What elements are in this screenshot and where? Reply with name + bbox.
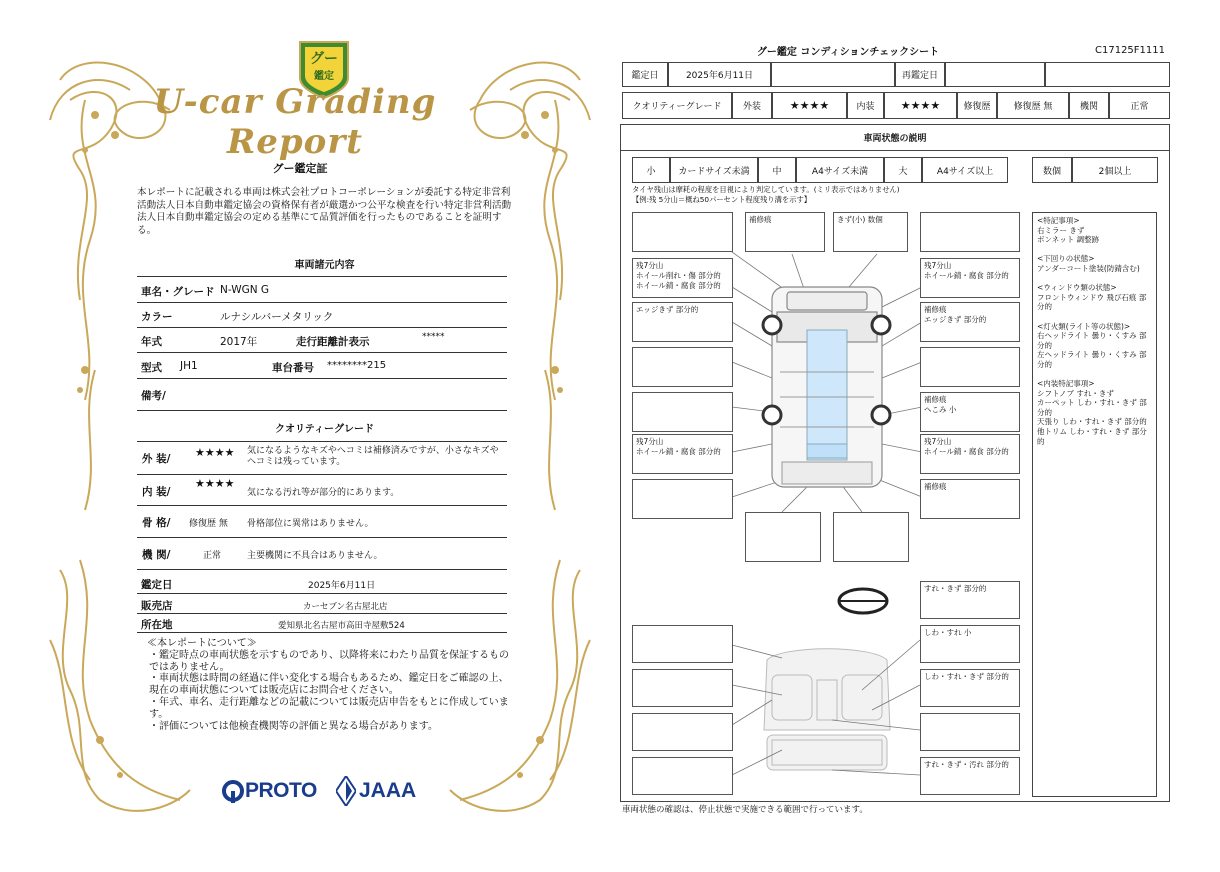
damage-box-interior-3: すれ・きず・汚れ 部分的 [920,757,1020,795]
car-name-label: 車名・グレード [141,286,215,298]
damage-box [632,347,733,387]
note-line: <内装特記事項> [1037,379,1095,389]
divider [137,441,507,442]
damage-box-front-right: 残7分山 ホイール錆・腐食 部分的 [920,258,1020,298]
certificate-intro: 本レポートに記載される車両は株式会社プロトコーポレーションが委託する特定非営利活動法人日本自動車鑑定協会の資格保有者が厳選かつ公平な検査を行い特定非営利活動法人日本自動車鑑定協会の定める基準にて品質評価を行ったものであることを証明する。 [137,187,512,236]
divider [137,352,507,353]
interior-stars: ★★★★ [884,92,957,119]
divider [137,593,507,594]
exterior-label: 外装 [732,92,772,119]
frame-value: 修復歴 無 [189,519,228,529]
note-line [1037,312,1152,322]
engine-label: 機関 [1069,92,1109,119]
date-value: 2025年6月11日 [308,581,376,591]
footer-note: 車両状態の確認は、停止状態で実施できる範囲で行っています。 [622,805,868,815]
mileage-value: ***** [422,332,445,342]
damage-box-front-left: 残7分山 ホイール削れ・傷 部分的 ホイール錆・腐食 部分的 [632,258,733,298]
engine-value: 正常 [203,551,222,561]
note-line [1037,274,1152,284]
damage-box [632,757,733,795]
tire-note-2: 【例:残 5分山＝概ね50パーセント程度残り溝を示す】 [632,195,812,204]
damage-box-top-scratch: きず(小) 数個 [833,212,908,252]
notes [147,638,517,732]
damage-box [745,512,821,562]
spec-section-title: 車両諸元内容 [294,260,355,271]
legend-small: 小 [632,157,670,183]
note-line: フロントウィンドウ 飛び石痕 部分的 [1037,292,1147,312]
divider [137,378,507,379]
interior-text: 気になる汚れ等が部分的にあります。 [247,488,400,498]
certificate-subtitle: グー鑑定証 [272,162,328,175]
exterior-stars: ★★★★ [195,446,235,459]
divider [137,632,507,633]
legend-medium: 中 [758,157,796,183]
chassis-label: 車台番号 [272,362,314,374]
year-label: 年式 [141,336,162,348]
jaaa-logo: JAAA [359,779,417,802]
divider [137,410,507,411]
legend-medium-desc: A4サイズ未満 [796,157,884,183]
interior-stars: ★★★★ [195,477,235,490]
divider [137,505,507,506]
damage-box [632,392,733,432]
exterior-stars: ★★★★ [772,92,847,119]
special-notes [1032,212,1157,797]
certificate-title: U-car Grading Report [153,82,437,162]
car-name-value: N-WGN G [220,284,270,296]
proto-logo-icon [222,780,244,804]
divider [137,276,507,277]
reinspect-value [945,62,1045,87]
divider [137,474,507,475]
repair-label: 修復歴 [957,92,997,119]
note-line: <下回りの状態> [1037,254,1095,264]
note-line: アンダーコート塗装(防錆含む) [1037,263,1140,273]
note-line: シフトノブ すれ・きず [1037,388,1114,398]
exterior-label: 外 装/ [142,453,171,465]
note-item: ・鑑定時点の車両状態を示すものであり、以降将来にわたり品質を保証するものではありません。 [149,649,509,673]
divider [137,537,507,538]
divider [137,327,507,328]
divider [137,569,507,570]
reinspect-label: 再鑑定日 [895,62,945,87]
note-line: 右ミラー きず [1037,225,1085,235]
damage-box [632,479,733,519]
damage-box [632,212,733,252]
damage-box [833,512,909,562]
note-line: カーペット しわ・すれ・きず 部分的 [1037,398,1147,417]
legend-small-desc: カードサイズ未満 [670,157,758,183]
model-value: JH1 [180,360,198,372]
note-item: ・年式、車名、走行距離などの記載については販売店申告をもとに作成しています。 [149,696,509,720]
note-item: ・評価については他検査機関等の評価と異なる場合があります。 [149,720,438,732]
sheet-code: C17125F1111 [1095,45,1165,56]
damage-box-rear-repair: 補修痕 [920,479,1020,519]
jaaa-logo-icon [336,776,356,806]
empty-cell [771,62,895,87]
note-line: 右ヘッドライト 曇り・くすみ 部分的 [1037,331,1147,350]
note-line: 他トリム しわ・すれ・きず 部分的 [1037,427,1147,446]
address-value: 愛知県北名古屋市高田寺屋敷524 [278,621,405,631]
quality-label: クオリティーグレード [622,92,732,119]
damage-box-right-edge: 補修痕 エッジきず 部分的 [920,302,1020,342]
empty-cell [1045,62,1170,87]
frame-label: 骨 格/ [142,517,171,529]
note-line: <灯火類(ライト等の状態)> [1037,321,1131,331]
damage-box [920,713,1020,751]
legend-large: 大 [884,157,922,183]
damage-box-rear-right: 残7分山 ホイール錆・腐食 部分的 [920,434,1020,474]
legend-count-desc: 2個以上 [1072,157,1158,183]
note-line [1037,245,1152,255]
note-line: 天張り しわ・すれ・きず 部分的 [1037,417,1147,427]
dealer-label: 販売店 [141,600,173,612]
date-label: 鑑定日 [141,579,173,591]
notes-title: ≪本レポートについて≫ [147,638,257,649]
year-value: 2017年 [220,336,258,348]
proto-logo: PROTO [245,779,317,802]
color-value: ルナシルバーメタリック [220,311,334,323]
damage-box-top-repair: 補修痕 [745,212,825,252]
date-value: 2025年6月11日 [668,62,771,87]
legend-count: 数個 [1032,157,1072,183]
damage-box [632,625,733,663]
state-title: 車両状態の説明 [620,124,1170,151]
note-line: <特記事項> [1037,216,1080,225]
damage-box [632,669,733,707]
damage-box-steering: すれ・きず 部分的 [920,581,1020,619]
divider [137,302,507,303]
damage-box [920,212,1020,252]
repair-value: 修復歴 無 [997,92,1069,119]
damage-box-left-edge: エッジきず 部分的 [632,302,733,342]
frame-text: 骨格部位に異常はありません。 [247,519,374,529]
damage-box [632,713,733,751]
divider [137,613,507,614]
date-label: 鑑定日 [622,62,668,87]
dealer-value: カーセブン名古屋北店 [303,602,388,612]
note-item: ・車両状態は時間の経過に伴い変化する場合もあるため、鑑定日をご確認の上、現在の車両状態については販売店にお問合せください。 [149,673,509,697]
address-label: 所在地 [141,619,173,631]
legend-large-desc: A4サイズ以上 [922,157,1008,183]
note-line: 左ヘッドライト 曇り・くすみ 部分的 [1037,350,1147,369]
badge-line1: グー [310,51,338,67]
badge-line2: 鑑定 [314,71,334,82]
damage-box-interior-1: しわ・すれ 小 [920,625,1020,663]
note-line: <ウィンドウ類の状態> [1037,283,1117,293]
mileage-label: 走行距離計表示 [296,336,370,348]
damage-box-right-dent: 補修痕 へこみ 小 [920,392,1020,432]
engine-label: 機 関/ [142,549,171,561]
damage-box [920,347,1020,387]
interior-label: 内 装/ [142,486,171,498]
exterior-text: 気になるようなキズやヘコミは補修済みですが、小さなキズやヘコミは残っています。 [247,446,499,467]
tire-note-1: タイヤ残山は摩耗の程度を目視により判定しています。(ミリ表示ではありません) [632,185,900,194]
color-label: カラー [141,311,173,323]
remarks-label: 備考/ [141,390,166,402]
chassis-value: ********215 [327,360,387,371]
engine-value: 正常 [1109,92,1170,119]
damage-box-interior-2: しわ・すれ・きず 部分的 [920,669,1020,707]
grade-section-title: クオリティーグレード [275,424,374,435]
damage-box-rear-left: 残7分山 ホイール錆・腐食 部分的 [632,434,733,474]
note-line [1037,370,1152,380]
sheet-title: グー鑑定 コンディションチェックシート [756,47,940,58]
engine-text: 主要機関に不具合はありません。 [247,551,383,561]
interior-label: 内装 [847,92,884,119]
note-line: ボンネット 調整跡 [1037,235,1100,245]
model-label: 型式 [141,362,162,374]
